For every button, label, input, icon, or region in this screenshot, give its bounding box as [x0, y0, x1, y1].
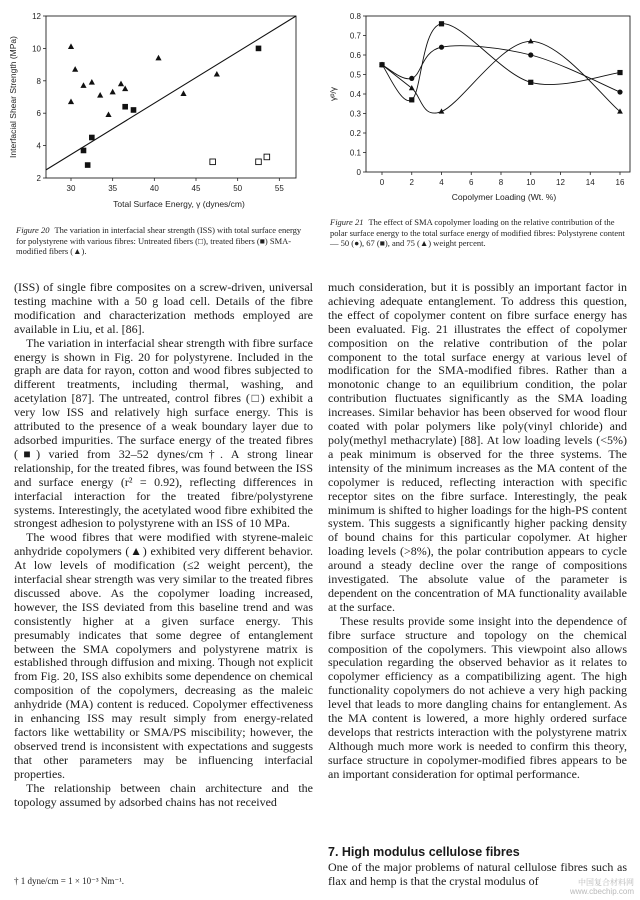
fig21-point	[528, 38, 534, 43]
fig21-y-tick-label: 0.4	[349, 90, 361, 99]
paragraph: The variation in interfacial shear strength with fibre surface energy is shown in Fig. 20 for polystyrene. Included in the graph are data for rayon, cotton and wood fibres subjected to different treatments, including thermal, washing, and acetylation [87]. The untreated, control fibres (□) exhibit a very low ISS and relatively high surface energy. This is attributed to the presence of a weak boundary layer due to adsorbed impurities. The surface energy of the treated fibres (■) varied from 32–52 dynes/cm†. A strong linear relationship, for the treated fibres, was found between the ISS and surface energy (r² = 0.92), reflecting differences in interfacial interaction for the treated fibre/polystyrene systems. Interestingly, the acetylated wood fibre exhibited the strongest adhesion to polystyrene with an ISS of 10 MPa.	[14, 335, 313, 531]
fig20-y-axis-label: Interfacial Shear Strength (MPa)	[8, 36, 18, 158]
figure-21-chart	[322, 0, 640, 214]
fig21-y-axis-label: γᵖ/γ	[328, 86, 338, 102]
fig20-x-tick-label: 30	[66, 184, 76, 193]
fig20-y-tick-label: 4	[36, 141, 41, 151]
fig21-x-tick-label: 8	[498, 178, 504, 187]
fig20-fit-line	[46, 16, 296, 170]
fig21-y-tick-label: 0.8	[349, 12, 361, 21]
fig20-point	[68, 43, 74, 49]
fig20-y-tick-label: 10	[32, 44, 41, 54]
fig21-y-tick-label: 0.5	[349, 70, 361, 80]
fig20-plot-frame	[46, 16, 296, 178]
figure-21-label: Figure 21	[330, 217, 364, 227]
fig21-point	[528, 52, 533, 57]
watermark-line: 中国复合材料网	[578, 878, 634, 887]
fig20-x-tick-label: 45	[191, 184, 201, 193]
fig21-point	[439, 21, 444, 26]
paragraph: The wood fibres that were modified with styrene-maleic anhydride copolymers (▲) exhibited very different behavior. At low levels of modification (≤2 weight percent), the interfacial shear strength was very similar to the treated fibres discussed above. As the copolymer loading increased, however, the ISS deviated from this baseline trend and was consistently higher at a given surface energy. This presumably indicates that some degree of entanglement between the SMA copolymers and polystyrene matrix is established through diffusion and mixing. Though not explicit from Fig. 20, ISS also exhibits some dependence on chemical composition of the copolymers, decreasing as the maleic anhydride (MA) content is reduced. Copolymer effectiveness in enhancing ISS may result simply from energy-related factors like wettability or SMA/PS miscibility; however, the observed trend is inconsistent with expectations and suggests that other parameters may be influencing interfacial properties.	[14, 530, 313, 781]
paragraph: The relationship between chain architecture and the topology assumed by adsorbed chains has not received	[14, 780, 313, 809]
fig21-point	[409, 76, 414, 81]
fig21-point	[528, 80, 533, 85]
fig21-series-line	[382, 24, 620, 101]
fig20-x-tick-label: 50	[233, 184, 243, 193]
fig20-y-tick-label: 12	[32, 12, 41, 21]
fig21-plot-frame	[366, 16, 630, 172]
fig21-point	[409, 97, 414, 102]
fig21-x-tick-label: 6	[469, 178, 474, 187]
fig20-point	[105, 111, 111, 117]
fig20-x-tick-label: 55	[274, 184, 284, 193]
fig20-point	[180, 90, 186, 96]
fig20-point	[97, 92, 103, 98]
figure-21-caption	[330, 217, 626, 249]
fig21-point	[617, 89, 622, 94]
fig21-y-tick-label: 0	[356, 168, 361, 177]
figure-20-caption-text: The variation in interfacial shear strength (ISS) with total surface energy for polystyrene with various fibres: Untreated fibers (□), treated fibers (■) SMA- modified fibers (▲).	[16, 225, 302, 256]
fig21-point	[409, 85, 415, 90]
fig20-point	[256, 159, 262, 165]
figure-20-label: Figure 20	[16, 225, 50, 235]
fig21-x-tick-label: 12	[556, 178, 565, 187]
fig20-point	[110, 89, 116, 95]
fig21-x-tick-label: 16	[615, 178, 625, 187]
fig21-x-tick-label: 14	[585, 178, 595, 187]
fig20-point	[155, 55, 161, 61]
fig20-point	[85, 162, 91, 168]
fig21-y-tick-label: 0.3	[349, 109, 361, 119]
fig21-series-line	[382, 41, 620, 113]
paragraph: (ISS) of single fibre composites on a screw-driven, universal testing machine with a 50 g load cell. Details of the fibre modification and characterization methods employed are available in Liu, et al. [86].	[14, 280, 313, 336]
fig20-point	[214, 71, 220, 77]
fig21-x-axis-label: Copolymer Loading (Wt. %)	[451, 192, 557, 202]
fig20-point	[81, 148, 87, 154]
fig21-x-tick-label: 0	[379, 178, 385, 187]
fig21-y-tick-label: 0.7	[349, 31, 361, 41]
fig20-point	[68, 99, 74, 105]
fig20-y-tick-label: 8	[36, 76, 41, 86]
paragraph: much consideration, but it is possibly an important factor in achieving adequate entanglement. To address this question, the effect of copolymer content on fibre surface energy has been evaluated. Fig. 21 illustrates the effect of copolymer composition on the relative contribution of the polar component to the total surface energy at various level of modification for the SMA-modified fibres. Rather than a monotonic change to an equilibrium condition, the polar contribution fluctuates significantly as the SMA loading increases. Similar behavior has been observed for wood flour coated with polar polymers like poly(vinyl chloride) and poly(methyl methacrylate) [88]. At low loading levels (<5%) a peak minimum is observed for the three systems. The intensity of the minimum increases as the MA content of the copolymer is reduced, reflecting interaction with specific receptor sites on the fibre surface. Interestingly, the peak minimum is shifted to higher loadings for the high-PS content system. This suggests a significantly higher packing density of bound chains for this particular copolymer. At higher loading levels (>8%), the polar contribution appears to cycle around a steady decline over the range of compositions investigated. The absolute value of the parameter is dependent on the concentration of MA functionality available at the surface.	[328, 280, 627, 614]
figure-20-caption	[16, 225, 312, 257]
fig21-y-tick-label: 0.6	[349, 51, 361, 60]
fig21-x-tick-label: 2	[409, 178, 414, 187]
fig21-y-tick-label: 0.2	[349, 129, 361, 138]
figure-20	[0, 0, 322, 252]
left-column	[14, 281, 313, 809]
fig20-point	[264, 154, 270, 160]
fig20-point	[256, 46, 262, 52]
fig21-point	[617, 70, 622, 75]
fig20-point	[122, 86, 128, 92]
fig20-y-tick-label: 6	[36, 109, 41, 119]
fig20-point	[89, 135, 95, 141]
fig21-y-tick-label: 0.1	[349, 148, 361, 158]
fig21-x-tick-label: 4	[439, 178, 444, 187]
fig20-x-tick-label: 35	[108, 184, 118, 193]
fig21-point	[617, 108, 623, 113]
fig20-point	[80, 82, 86, 88]
fig20-point	[118, 81, 124, 87]
fig20-x-tick-label: 40	[149, 184, 159, 193]
paragraph: These results provide some insight into the dependence of fibre surface structure and topology on the chemical composition of the copolymers. This viewpoint also allows speculation regarding the observed behavior as it relates to copolymer efficiency as a compatibilizing agent. The high functionality copolymers do not achieve a very high packing level that leads to more dangling chains for entanglement. As the MA content is lowered, a more highly ordered surface develops that restricts interaction with the polystyrene matrix Although much more work is needed to confirm this theory, surface structure in copolymer-modified fibres appears to be an important consideration for optimal performance.	[328, 613, 627, 781]
fig20-point	[210, 159, 216, 165]
fig21-point	[439, 45, 444, 50]
right-column	[328, 281, 627, 782]
fig20-point	[89, 79, 95, 85]
figure-20-chart	[0, 0, 322, 222]
figure-21-caption-text: The effect of SMA copolymer loading on the relative contribution of the polar surface energy to the total surface energy of modified fibres: Polystyrene content — 50 (●), 67 (■), and 75 (▲) weight percent.	[330, 217, 625, 248]
fig20-x-axis-label: Total Surface Energy, γ (dynes/cm)	[113, 199, 245, 209]
watermark	[570, 878, 634, 896]
section-paragraph: One of the major problems of natural cellulose fibres such as flax and hemp is that the crystal modulus of	[328, 860, 627, 888]
fig20-point	[131, 107, 137, 113]
fig20-point	[72, 66, 78, 72]
fig21-x-tick-label: 10	[526, 178, 536, 187]
figure-21	[322, 0, 640, 252]
fig20-y-tick-label: 2	[36, 174, 41, 183]
watermark-url: www.cbechip.com	[569, 887, 634, 896]
section-heading: 7. High modulus cellulose fibres	[328, 845, 520, 859]
fig20-point	[122, 104, 128, 110]
footnote: † 1 dyne/cm = 1 × 10⁻³ Nm⁻¹.	[14, 876, 125, 886]
